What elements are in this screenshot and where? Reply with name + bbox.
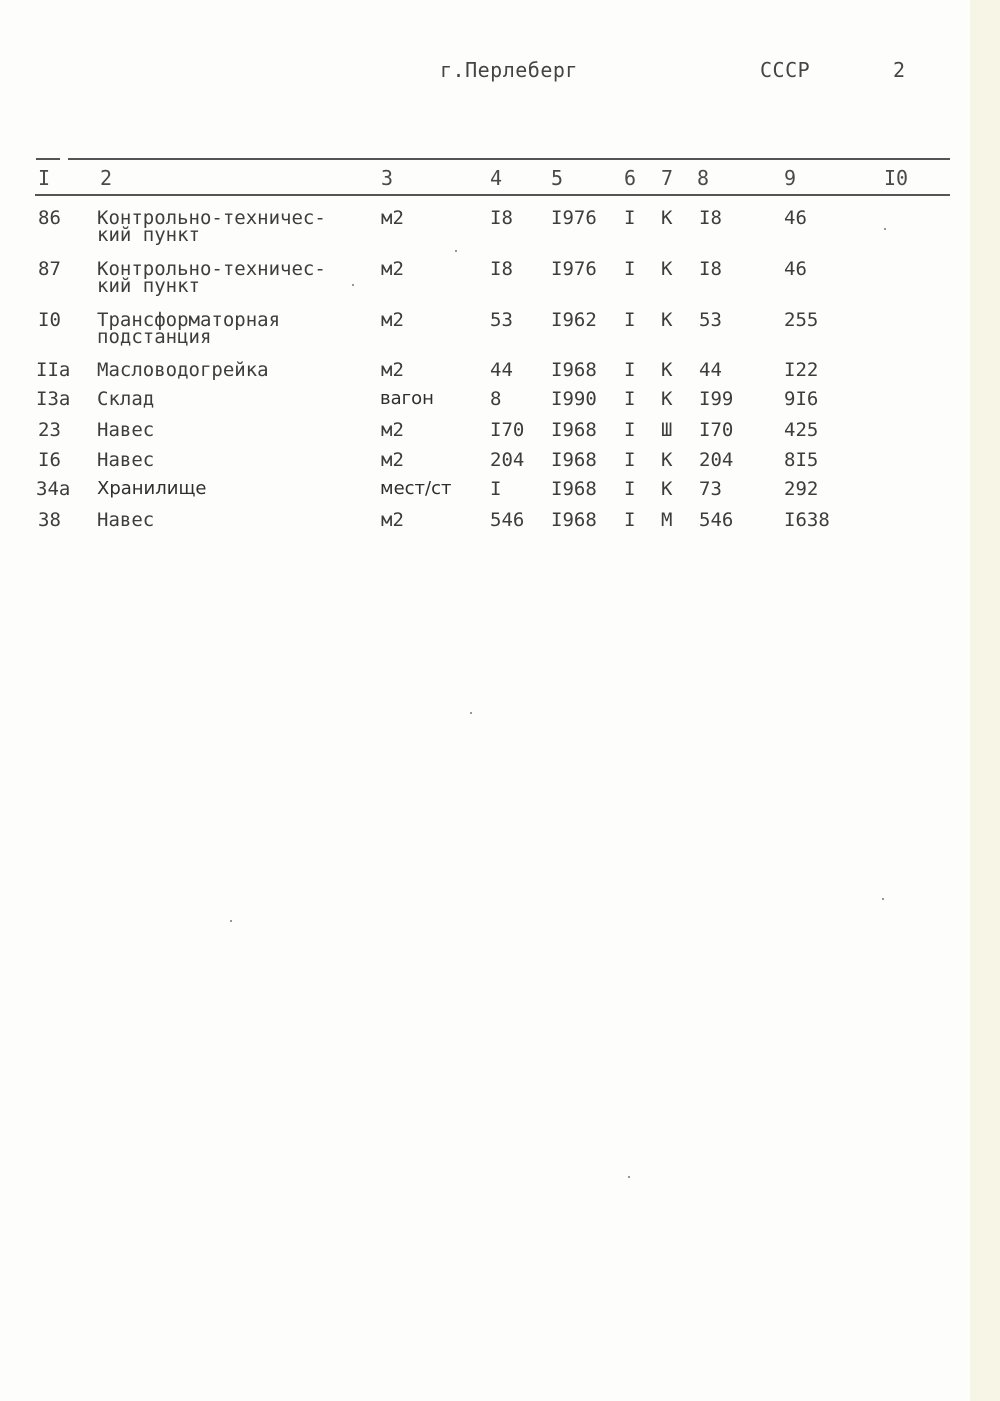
col7-value: Ш	[661, 419, 673, 441]
unit: вагон	[380, 388, 434, 409]
scan-speck	[230, 920, 232, 922]
row-number: 86	[38, 207, 61, 229]
unit: м2	[381, 419, 404, 441]
page-edge	[970, 0, 1000, 1401]
col9-value: I638	[784, 509, 830, 531]
year: I968	[551, 509, 597, 531]
col8-value: I8	[699, 258, 722, 280]
col7-value: К	[661, 449, 673, 471]
col7-value: К	[661, 258, 673, 280]
country-header: СССР	[760, 58, 811, 82]
col8-value: I70	[699, 419, 734, 441]
object-name: Склад	[97, 388, 155, 410]
table-top-rule	[68, 158, 950, 160]
col9-value: 46	[784, 258, 807, 280]
year: I968	[551, 419, 597, 441]
object-name: Навес	[97, 419, 155, 441]
row-number: IIa	[36, 359, 71, 381]
col7-value: К	[661, 309, 673, 331]
col8-value: I8	[699, 207, 722, 229]
col4-value: 44	[490, 359, 513, 381]
column-header: I	[38, 166, 51, 190]
year: I968	[551, 359, 597, 381]
unit: мест/ст	[380, 478, 452, 499]
col7-value: К	[661, 359, 673, 381]
year: I968	[551, 478, 597, 500]
column-header: 8	[697, 166, 710, 190]
col9-value: 255	[784, 309, 819, 331]
column-header: 9	[784, 166, 797, 190]
object-name: Навес	[97, 449, 155, 471]
unit: м2	[381, 207, 404, 229]
col4-value: I8	[490, 207, 513, 229]
col8-value: 73	[699, 478, 722, 500]
row-number: 38	[38, 509, 61, 531]
year: I962	[551, 309, 597, 331]
object-name: Контрольно-техничес- кий пункт	[97, 258, 326, 297]
column-header: 3	[381, 166, 394, 190]
col4-value: I70	[490, 419, 525, 441]
unit: м2	[381, 258, 404, 280]
col7-value: К	[661, 388, 673, 410]
unit: м2	[381, 359, 404, 381]
year: I968	[551, 449, 597, 471]
row-number: 34a	[36, 478, 71, 500]
col4-value: 8	[490, 388, 502, 410]
col6-value: I	[624, 509, 636, 531]
col4-value: 53	[490, 309, 513, 331]
col6-value: I	[624, 309, 636, 331]
col6-value: I	[624, 258, 636, 280]
col9-value: 8I5	[784, 449, 819, 471]
col6-value: I	[624, 419, 636, 441]
col6-value: I	[624, 478, 636, 500]
column-header: 2	[100, 166, 113, 190]
col6-value: I	[624, 449, 636, 471]
unit: м2	[381, 449, 404, 471]
unit: м2	[381, 309, 404, 331]
col8-value: I99	[699, 388, 734, 410]
col7-value: К	[661, 478, 673, 500]
col6-value: I	[624, 388, 636, 410]
row-number: 23	[38, 419, 61, 441]
scan-speck	[884, 228, 886, 230]
page-number: 2	[893, 58, 906, 82]
col4-value: 204	[490, 449, 525, 471]
col9-value: 9I6	[784, 388, 819, 410]
column-header: I0	[884, 166, 909, 190]
col6-value: I	[624, 359, 636, 381]
scan-speck	[352, 284, 354, 286]
object-name: Контрольно-техничес- кий пункт	[97, 207, 326, 246]
col8-value: 546	[699, 509, 734, 531]
city-header: г.Перлеберг	[440, 58, 578, 82]
col9-value: 292	[784, 478, 819, 500]
table-top-rule-stub	[36, 158, 60, 160]
object-name: Хранилище	[97, 478, 207, 499]
col4-value: I8	[490, 258, 513, 280]
year: I976	[551, 207, 597, 229]
column-header: 6	[624, 166, 637, 190]
year: I976	[551, 258, 597, 280]
col8-value: 204	[699, 449, 734, 471]
scan-speck	[882, 898, 884, 900]
col6-value: I	[624, 207, 636, 229]
row-number: 87	[38, 258, 61, 280]
scan-speck	[628, 1176, 630, 1178]
col9-value: I22	[784, 359, 819, 381]
col8-value: 53	[699, 309, 722, 331]
row-number: I6	[38, 449, 61, 471]
year: I990	[551, 388, 597, 410]
object-name: Навес	[97, 509, 155, 531]
col4-value: 546	[490, 509, 525, 531]
header-bottom-rule	[35, 194, 950, 196]
col9-value: 46	[784, 207, 807, 229]
scan-speck	[470, 712, 472, 714]
column-header: 5	[551, 166, 564, 190]
col7-value: К	[661, 207, 673, 229]
object-name: Масловодогрейка	[97, 359, 269, 381]
row-number: I0	[38, 309, 61, 331]
col7-value: М	[661, 509, 673, 531]
scan-speck	[455, 250, 457, 252]
unit: м2	[381, 509, 404, 531]
column-header: 7	[661, 166, 674, 190]
col9-value: 425	[784, 419, 819, 441]
object-name: Трансформаторная подстанция	[97, 309, 281, 348]
column-header: 4	[490, 166, 503, 190]
row-number: I3a	[36, 388, 71, 410]
col4-value: I	[490, 478, 502, 500]
col8-value: 44	[699, 359, 722, 381]
